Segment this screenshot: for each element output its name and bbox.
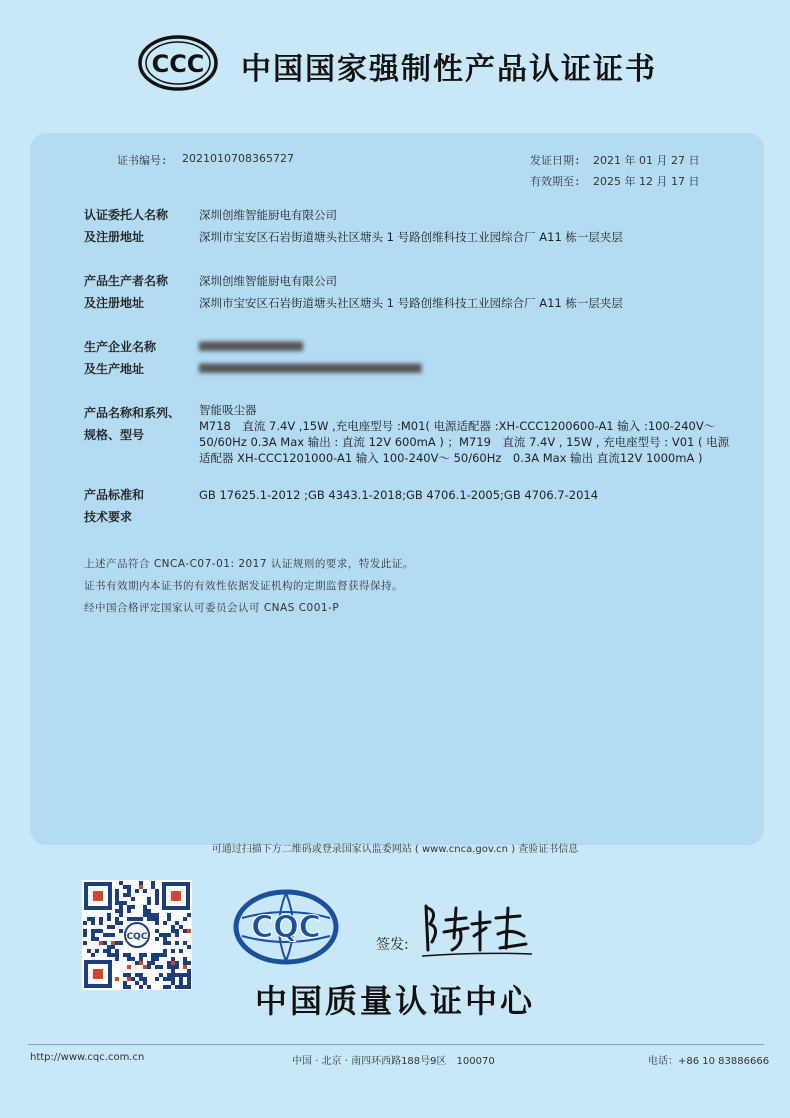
qr-module xyxy=(107,949,111,953)
factory-label: 生产企业名称 xyxy=(84,340,157,354)
qr-module xyxy=(155,897,159,901)
product-name: 智能吸尘器 xyxy=(199,403,257,417)
qr-module xyxy=(127,965,131,969)
qr-module xyxy=(127,889,131,893)
qr-module xyxy=(139,957,143,961)
qr-module xyxy=(107,917,111,921)
qr-module xyxy=(111,945,115,949)
standards-value: GB 17625.1-2012 ;GB 4343.1-2018;GB 4706.1-2005;GB 4706.7-2014 xyxy=(199,488,599,502)
qr-module xyxy=(83,933,87,937)
qr-module xyxy=(131,905,135,909)
qr-module xyxy=(115,889,119,893)
cert-no: 2021010708365727 xyxy=(182,152,294,165)
qr-module xyxy=(155,937,159,941)
factory-address: ███████████████████████████████████████████ xyxy=(199,364,421,373)
qr-module xyxy=(167,917,171,921)
qr-module xyxy=(167,965,171,969)
qr-module xyxy=(99,921,103,925)
qr-module xyxy=(107,913,111,917)
qr-module xyxy=(179,949,183,953)
qr-module xyxy=(95,949,99,953)
qr-module xyxy=(187,945,191,949)
qr-module xyxy=(175,921,179,925)
cqc-logo-text: CQC xyxy=(251,910,321,945)
qr-module xyxy=(115,957,119,961)
qr-module xyxy=(139,961,143,965)
qr-module xyxy=(123,893,127,897)
qr-module xyxy=(155,957,159,961)
qr-module xyxy=(183,917,187,921)
qr-module xyxy=(187,969,191,973)
qr-module xyxy=(163,937,167,941)
factory-address-label: 及生产地址 xyxy=(84,362,145,376)
statement-line: 证书有效期内本证书的有效性依据发证机构的定期监督获得保持。 xyxy=(84,580,403,592)
organization-name: 中国质量认证中心 xyxy=(254,982,535,1020)
qr-module xyxy=(171,965,175,969)
qr-module xyxy=(155,953,159,957)
expiry-date: 2025 年 12 月 17 日 xyxy=(593,175,700,188)
qr-module xyxy=(171,957,175,961)
qr-module xyxy=(147,917,151,921)
qr-module xyxy=(139,953,143,957)
qr-module xyxy=(175,961,179,965)
verification-note: 可通过扫描下方二维码或登录国家认监委网站 ( www.cnca.gov.cn ) 查验证书信息 xyxy=(211,844,579,855)
qr-module xyxy=(163,953,167,957)
qr-module xyxy=(91,937,95,941)
qr-module xyxy=(155,893,159,897)
statement-line: 上述产品符合 CNCA-C07-01: 2017 认证规则的要求，特发此证。 xyxy=(84,558,414,570)
manufacturer-label: 产品生产者名称 xyxy=(84,274,169,288)
qr-module xyxy=(151,885,155,889)
qr-module xyxy=(83,921,87,925)
qr-module xyxy=(147,897,151,901)
qr-module xyxy=(163,949,167,953)
qr-module xyxy=(151,957,155,961)
qr-center-logo-text: CQC xyxy=(126,932,148,942)
qr-module xyxy=(171,949,175,953)
qr-module xyxy=(143,909,147,913)
qr-module xyxy=(151,917,155,921)
qr-code[interactable] xyxy=(82,880,192,990)
qr-module xyxy=(131,957,135,961)
footer-divider xyxy=(28,1044,764,1045)
product-description: M718 直流 7.4V ,15W ,充电座型号 :M01( 电源适配器 :XH-CCC1200600-A1 输入 :100-240V～ 50/60Hz 0.3A Max 输出 : 直流 12V 600mA ) ；M719 直流 7.4V , 15W , 充电座型号 : V01 ( 电源适配器 XH-CCC1201000-A1 输入 100-240V～ 50/60Hz 0.3A Max 输出 直流12V 1000mA ) xyxy=(199,419,730,465)
qr-module xyxy=(147,909,151,913)
qr-module xyxy=(143,913,147,917)
qr-module xyxy=(163,921,167,925)
product-label: 产品名称和系列、 xyxy=(84,406,181,420)
qr-module xyxy=(99,929,103,933)
qr-module xyxy=(123,953,127,957)
qr-module xyxy=(171,925,175,929)
footer-website[interactable]: http://www.cqc.com.cn xyxy=(30,1052,145,1063)
ccc-logo xyxy=(137,34,219,92)
qr-module xyxy=(127,893,131,897)
qr-module xyxy=(183,941,187,945)
qr-module xyxy=(103,933,107,937)
qr-module xyxy=(119,881,123,885)
signature-label: 签发: xyxy=(376,937,409,953)
qr-module xyxy=(103,941,107,945)
qr-module xyxy=(127,917,131,921)
expiry-date-label: 有效期至: xyxy=(530,175,581,188)
qr-module xyxy=(115,909,119,913)
qr-module xyxy=(119,905,123,909)
standards-requirements-label: 技术要求 xyxy=(84,510,133,524)
qr-module xyxy=(127,905,131,909)
qr-module xyxy=(127,885,131,889)
qr-module xyxy=(159,953,163,957)
qr-module xyxy=(155,889,159,893)
qr-module xyxy=(119,901,123,905)
qr-module xyxy=(167,941,171,945)
qr-module xyxy=(155,965,159,969)
qr-module xyxy=(151,881,155,885)
qr-module xyxy=(87,949,91,953)
qr-module xyxy=(135,917,139,921)
certificate-title: 中国国家强制性产品认证证书 xyxy=(241,52,657,87)
qr-module xyxy=(143,953,147,957)
qr-module xyxy=(175,933,179,937)
qr-module xyxy=(147,965,151,969)
qr-module xyxy=(167,933,171,937)
issue-date: 2021 年 01 月 27 日 xyxy=(593,154,700,167)
qr-module xyxy=(115,949,119,953)
qr-module xyxy=(139,885,143,889)
qr-module xyxy=(107,953,111,957)
manufacturer-address-label: 及注册地址 xyxy=(84,296,145,310)
ccc-logo-text: CCC xyxy=(151,50,205,78)
applicant-name: 深圳创维智能厨电有限公司 xyxy=(199,208,337,222)
qr-module xyxy=(131,917,135,921)
qr-module xyxy=(167,913,171,917)
statement-line: 经中国合格评定国家认可委员会认可 CNAS C001-P xyxy=(84,602,340,614)
qr-module xyxy=(155,921,159,925)
qr-module xyxy=(127,909,131,913)
qr-module xyxy=(127,957,131,961)
qr-module xyxy=(95,929,99,933)
qr-module xyxy=(99,941,103,945)
qr-module xyxy=(155,929,159,933)
qr-module xyxy=(107,925,111,929)
qr-module xyxy=(179,925,183,929)
qr-module xyxy=(111,925,115,929)
qr-module xyxy=(163,933,167,937)
qr-module xyxy=(127,953,131,957)
qr-module xyxy=(187,929,191,933)
qr-module xyxy=(115,897,119,901)
qr-module xyxy=(171,969,175,973)
qr-module xyxy=(103,949,107,953)
qr-module xyxy=(171,961,175,965)
applicant-label: 认证委托人名称 xyxy=(84,208,169,222)
qr-module xyxy=(147,913,151,917)
qr-module xyxy=(111,941,115,945)
qr-module xyxy=(91,917,95,921)
footer-address: 中国 · 北京 · 南四环西路188号9区 100070 xyxy=(292,1056,495,1067)
qr-module xyxy=(95,937,99,941)
qr-module xyxy=(175,941,179,945)
qr-module xyxy=(91,953,95,957)
qr-module xyxy=(119,941,123,945)
qr-module xyxy=(151,953,155,957)
qr-module xyxy=(143,965,147,969)
qr-module xyxy=(115,901,119,905)
footer-phone: 电话：+86 10 83886666 xyxy=(648,1056,770,1067)
manufacturer-address: 深圳市宝安区石岩街道塘头社区塘头 1 号路创维科技工业园综合厂 A11 栋一层夹层 xyxy=(199,296,623,310)
qr-module xyxy=(87,917,91,921)
qr-module xyxy=(83,941,87,945)
qr-module xyxy=(171,929,175,933)
factory-name: ████████████████████ xyxy=(199,342,303,351)
qr-module xyxy=(107,933,111,937)
handwritten-signature xyxy=(416,898,536,962)
qr-module xyxy=(159,933,163,937)
qr-module xyxy=(99,917,103,921)
qr-module xyxy=(147,961,151,965)
qr-module xyxy=(111,933,115,937)
qr-module xyxy=(131,897,135,901)
qr-module xyxy=(155,913,159,917)
qr-module xyxy=(163,941,167,945)
qr-module xyxy=(119,913,123,917)
qr-module xyxy=(119,921,123,925)
standards-label: 产品标准和 xyxy=(84,488,145,502)
applicant-address-label: 及注册地址 xyxy=(84,230,145,244)
qr-module xyxy=(107,945,111,949)
qr-module xyxy=(151,913,155,917)
qr-module xyxy=(183,961,187,965)
qr-module xyxy=(183,965,187,969)
qr-module xyxy=(187,913,191,917)
qr-module xyxy=(151,961,155,965)
qr-module xyxy=(111,953,115,957)
qr-module xyxy=(155,901,159,905)
qr-module xyxy=(135,889,139,893)
qr-module xyxy=(123,901,127,905)
qr-module xyxy=(115,953,119,957)
qr-module xyxy=(119,909,123,913)
qr-module xyxy=(115,941,119,945)
qr-module xyxy=(139,881,143,885)
qr-module xyxy=(91,929,95,933)
qr-module xyxy=(139,917,143,921)
qr-module xyxy=(143,905,147,909)
qr-module xyxy=(143,889,147,893)
qr-module xyxy=(91,933,95,937)
qr-module xyxy=(115,921,119,925)
qr-module xyxy=(187,961,191,965)
qr-module xyxy=(159,965,163,969)
issue-date-label: 发证日期: xyxy=(530,154,581,167)
qr-module xyxy=(115,917,119,921)
qr-module xyxy=(183,929,187,933)
qr-module xyxy=(175,965,179,969)
qr-module xyxy=(115,893,119,897)
product-model-label: 规格、型号 xyxy=(84,428,145,442)
qr-module xyxy=(123,885,127,889)
qr-module xyxy=(155,917,159,921)
qr-module xyxy=(135,961,139,965)
qr-module xyxy=(175,929,179,933)
qr-module xyxy=(147,901,151,905)
qr-module xyxy=(167,961,171,965)
cqc-logo xyxy=(232,888,340,966)
qr-module xyxy=(83,929,87,933)
qr-module xyxy=(183,957,187,961)
applicant-address: 深圳市宝安区石岩街道塘头社区塘头 1 号路创维科技工业园综合厂 A11 栋一层夹层 xyxy=(199,230,623,244)
qr-module xyxy=(91,921,95,925)
qr-module xyxy=(119,929,123,933)
manufacturer-name: 深圳创维智能厨电有限公司 xyxy=(199,274,337,288)
cert-no-label: 证书编号: xyxy=(117,154,168,167)
